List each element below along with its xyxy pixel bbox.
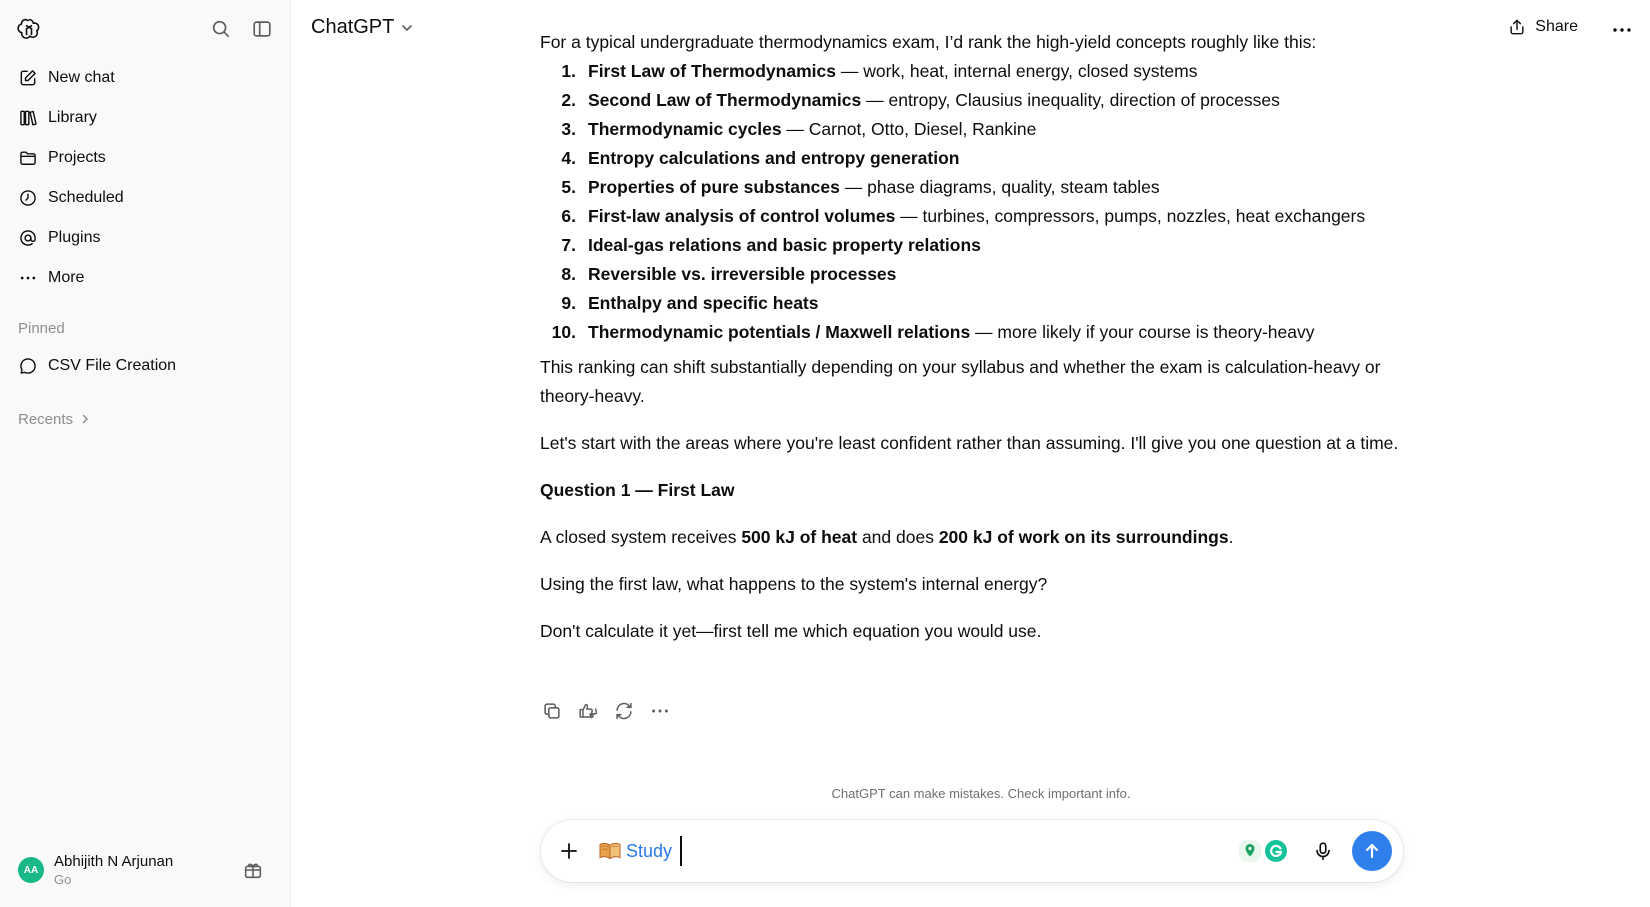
list-item bbox=[540, 289, 1420, 318]
sidebar bbox=[0, 0, 291, 907]
thumbs-feedback-icon bbox=[577, 700, 599, 722]
sidebar-item-projects[interactable] bbox=[8, 138, 282, 178]
clock-icon bbox=[18, 188, 38, 208]
list-number: 10. bbox=[551, 322, 576, 342]
user-name: Abhijith N Arjunan bbox=[54, 853, 174, 870]
sidebar-item-more[interactable] bbox=[8, 258, 282, 298]
send-button[interactable] bbox=[1352, 831, 1392, 871]
library-icon bbox=[18, 108, 38, 128]
question-text-part: A closed system receives bbox=[540, 527, 742, 547]
list-item-title: Properties of pure substances bbox=[588, 177, 840, 197]
sidebar-item-label: New chat bbox=[48, 69, 115, 86]
pinned-list bbox=[0, 346, 290, 386]
chevron-right-icon bbox=[79, 413, 91, 425]
list-number: 1. bbox=[561, 61, 576, 81]
list-item bbox=[540, 260, 1420, 289]
message-actions bbox=[541, 700, 671, 722]
model-switcher[interactable] bbox=[311, 16, 414, 39]
sidebar-item-label: More bbox=[48, 269, 85, 286]
arrow-up-icon bbox=[1363, 842, 1381, 860]
refresh-icon bbox=[613, 700, 635, 722]
list-item bbox=[540, 144, 1420, 173]
recents-toggle[interactable] bbox=[0, 408, 290, 430]
model-name: ChatGPT bbox=[311, 16, 395, 38]
sidebar-nav bbox=[0, 58, 290, 298]
question-text-part: . bbox=[1228, 527, 1234, 547]
feedback-button[interactable] bbox=[577, 700, 599, 722]
list-item-detail: — turbines, compressors, pumps, nozzles, heat exchangers bbox=[895, 206, 1366, 226]
list-item bbox=[540, 115, 1420, 144]
sidebar-item-scheduled[interactable] bbox=[8, 178, 282, 218]
list-item-detail: — phase diagrams, quality, steam tables bbox=[839, 177, 1160, 197]
microphone-icon[interactable] bbox=[1312, 840, 1334, 862]
sidebar-item-new-chat[interactable] bbox=[8, 58, 282, 98]
user-profile[interactable] bbox=[0, 833, 290, 907]
list-item-title: Entropy calculations and entropy generation bbox=[588, 148, 960, 168]
question-work-value: 200 kJ of work on its surroundings bbox=[938, 527, 1229, 547]
chat-main bbox=[291, 0, 1650, 907]
list-item-title: Thermodynamic potentials / Maxwell relations bbox=[588, 322, 971, 342]
location-pin-icon[interactable] bbox=[1238, 839, 1262, 863]
openai-logo-icon[interactable] bbox=[17, 17, 41, 41]
gift-icon[interactable] bbox=[242, 859, 264, 881]
copy-button[interactable] bbox=[541, 700, 563, 722]
list-item-detail: — Carnot, Otto, Diesel, Rankine bbox=[781, 119, 1037, 139]
pinned-chat-label: CSV File Creation bbox=[48, 357, 177, 374]
ranking-note: This ranking can shift substantially depending on your syllabus and whether the exam is calculation-heavy or theory-heavy. bbox=[540, 357, 1381, 406]
composer bbox=[541, 820, 1403, 882]
list-item bbox=[540, 202, 1420, 231]
sidebar-header bbox=[0, 0, 290, 58]
list-number: 8. bbox=[561, 264, 576, 284]
list-number: 7. bbox=[561, 235, 576, 255]
ranked-list bbox=[540, 57, 1420, 347]
list-item-detail: — entropy, Clausius inequality, direction of processes bbox=[861, 90, 1280, 110]
share-label: Share bbox=[1535, 18, 1578, 35]
at-icon bbox=[18, 228, 38, 248]
list-number: 6. bbox=[561, 206, 576, 226]
question-text bbox=[540, 523, 1420, 552]
sidebar-item-label: Scheduled bbox=[48, 189, 124, 206]
sidebar-item-label: Library bbox=[48, 109, 97, 126]
list-number: 5. bbox=[561, 177, 576, 197]
list-item-title: Reversible vs. irreversible processes bbox=[588, 264, 897, 284]
dots-icon bbox=[649, 700, 671, 722]
open-book-icon bbox=[599, 842, 621, 860]
sidebar-item-library[interactable] bbox=[8, 98, 282, 138]
share-icon bbox=[1507, 17, 1527, 37]
list-number: 4. bbox=[561, 148, 576, 168]
chevron-down-icon bbox=[400, 21, 414, 35]
message-input[interactable] bbox=[680, 836, 1236, 866]
list-number: 2. bbox=[561, 90, 576, 110]
study-mode-label: Study bbox=[626, 840, 673, 861]
sidebar-toggle-icon[interactable] bbox=[251, 18, 273, 40]
list-item-title: Second Law of Thermodynamics bbox=[588, 90, 862, 110]
list-item-title: Enthalpy and specific heats bbox=[588, 293, 819, 313]
prompt-internal-energy: Using the first law, what happens to the system's internal energy? bbox=[540, 574, 1048, 594]
message-intro: For a typical undergraduate thermodynamics exam, I’d rank the high-yield concepts roughly like this: bbox=[540, 32, 1317, 52]
dots-icon bbox=[18, 268, 38, 288]
grammarly-icon[interactable] bbox=[1264, 839, 1288, 863]
copy-icon bbox=[541, 700, 563, 722]
folder-icon bbox=[18, 148, 38, 168]
list-item bbox=[540, 57, 1420, 86]
pinned-chat-item[interactable] bbox=[8, 346, 282, 386]
list-number: 3. bbox=[561, 119, 576, 139]
disclaimer: ChatGPT can make mistakes. Check important info. bbox=[831, 786, 1131, 801]
recents-label: Recents bbox=[18, 410, 74, 428]
list-item-title: Thermodynamic cycles bbox=[588, 119, 782, 139]
list-item-detail: — more likely if your course is theory-heavy bbox=[970, 322, 1315, 342]
list-item bbox=[540, 318, 1420, 347]
list-item-detail: — work, heat, internal energy, closed systems bbox=[835, 61, 1198, 81]
search-icon[interactable] bbox=[210, 18, 232, 40]
avatar: AA bbox=[18, 857, 44, 883]
question-title: Question 1 — First Law bbox=[540, 480, 735, 500]
assistant-message bbox=[540, 28, 1420, 646]
user-text bbox=[54, 852, 173, 888]
list-item bbox=[540, 173, 1420, 202]
plus-icon[interactable] bbox=[557, 839, 581, 863]
message-more-button[interactable] bbox=[649, 700, 671, 722]
list-item bbox=[540, 86, 1420, 115]
study-mode-tag[interactable] bbox=[599, 841, 672, 862]
list-number: 9. bbox=[561, 293, 576, 313]
sidebar-item-label: Plugins bbox=[48, 229, 101, 246]
sidebar-item-label: Projects bbox=[48, 149, 106, 166]
regenerate-button[interactable] bbox=[613, 700, 635, 722]
pinned-section-label: Pinned bbox=[18, 320, 65, 337]
prompt-equation: Don't calculate it yet—first tell me which equation you would use. bbox=[540, 621, 1042, 641]
list-item-title: First Law of Thermodynamics bbox=[588, 61, 836, 81]
compose-icon bbox=[18, 68, 38, 88]
list-item-title: Ideal-gas relations and basic property relations bbox=[588, 235, 981, 255]
list-item-title: First-law analysis of control volumes bbox=[588, 206, 896, 226]
question-heat-value: 500 kJ of heat bbox=[741, 527, 858, 547]
share-button[interactable] bbox=[1507, 17, 1578, 37]
start-note: Let's start with the areas where you're least confident rather than assuming. I'll give you one question at a time. bbox=[540, 433, 1399, 453]
user-plan: Go bbox=[54, 872, 72, 887]
list-item bbox=[540, 231, 1420, 260]
chat-bubble-icon bbox=[18, 356, 38, 376]
sidebar-item-plugins[interactable] bbox=[8, 218, 282, 258]
question-text-part: and does bbox=[857, 527, 939, 547]
extension-icons bbox=[1236, 839, 1288, 863]
more-options-icon[interactable] bbox=[1610, 18, 1634, 42]
